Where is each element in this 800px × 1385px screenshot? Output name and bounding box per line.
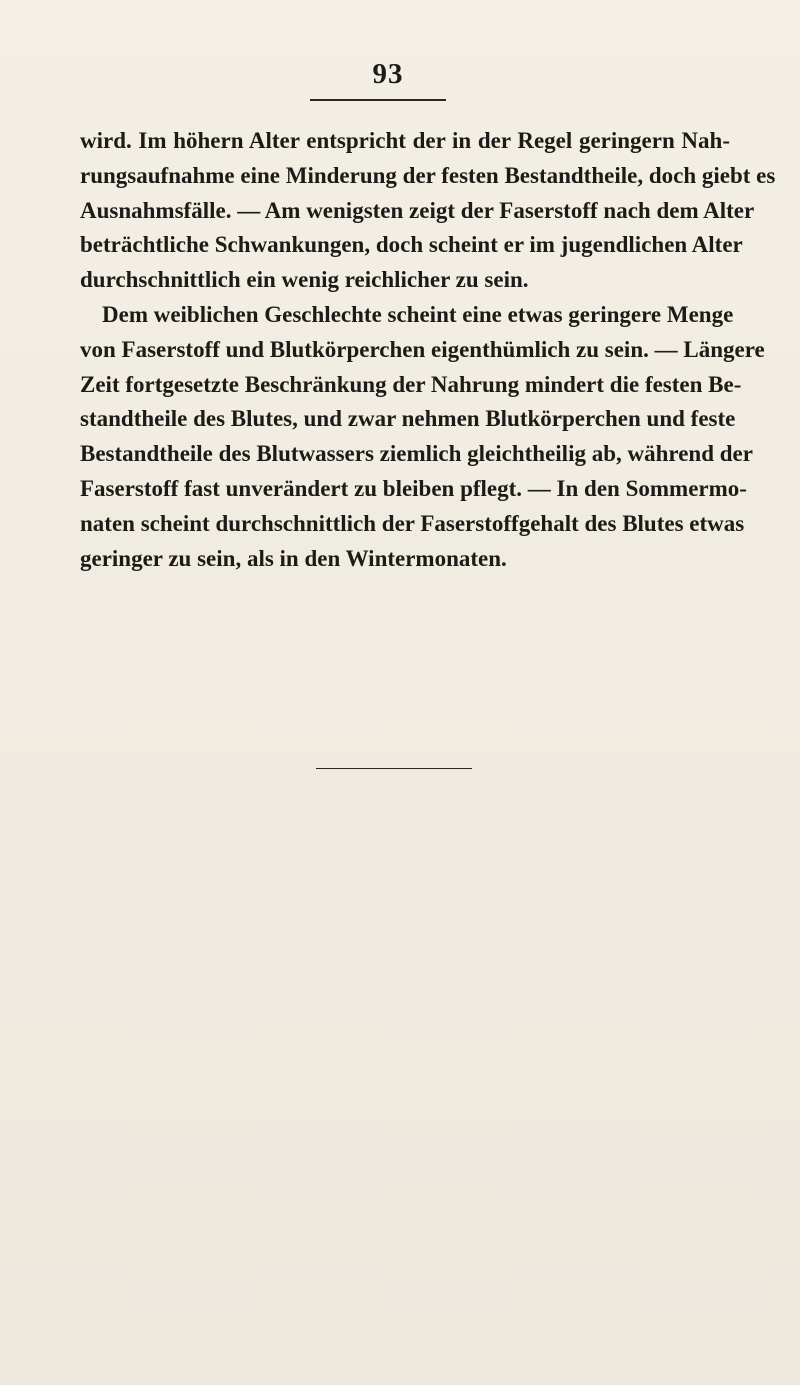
section-end-rule	[316, 768, 472, 769]
text-line: standtheile des Blutes, und zwar nehmen Blutkörperchen und feste	[80, 406, 736, 432]
text-line: Bestandtheile des Blutwassers ziemlich gleichtheilig ab, während der	[80, 441, 753, 467]
text-line: Faserstoff fast unverändert zu bleiben pflegt. — In den Sommermo-	[80, 475, 747, 501]
text-line: von Faserstoff und Blutkörperchen eigenthümlich zu sein. — Längere	[80, 336, 765, 362]
text-line: geringer zu sein, als in den Wintermonaten.	[80, 545, 507, 571]
text-line: rungsaufnahme eine Minderung der festen Bestandtheile, doch giebt es	[80, 162, 776, 188]
text-line: wird. Im höhern Alter entspricht der in der Regel geringern Nah-	[80, 128, 730, 153]
page-number: 93	[372, 58, 404, 90]
text-line: durchschnittlich ein wenig reichlicher zu sein.	[80, 267, 529, 293]
body-text	[80, 124, 776, 576]
header-rule	[310, 99, 446, 101]
text-line: Dem weiblichen Geschlechte scheint eine etwas geringere Menge	[102, 301, 734, 327]
text-line: Zeit fortgesetzte Beschränkung der Nahrung mindert die festen Be-	[80, 371, 742, 397]
text-line: beträchtliche Schwankungen, doch scheint er im jugendlichen Alter	[80, 232, 743, 258]
text-line: naten scheint durchschnittlich der Faserstoffgehalt des Blutes etwas	[80, 510, 745, 536]
text-line: Ausnahmsfälle. — Am wenigsten zeigt der Faserstoff nach dem Alter	[80, 197, 755, 223]
